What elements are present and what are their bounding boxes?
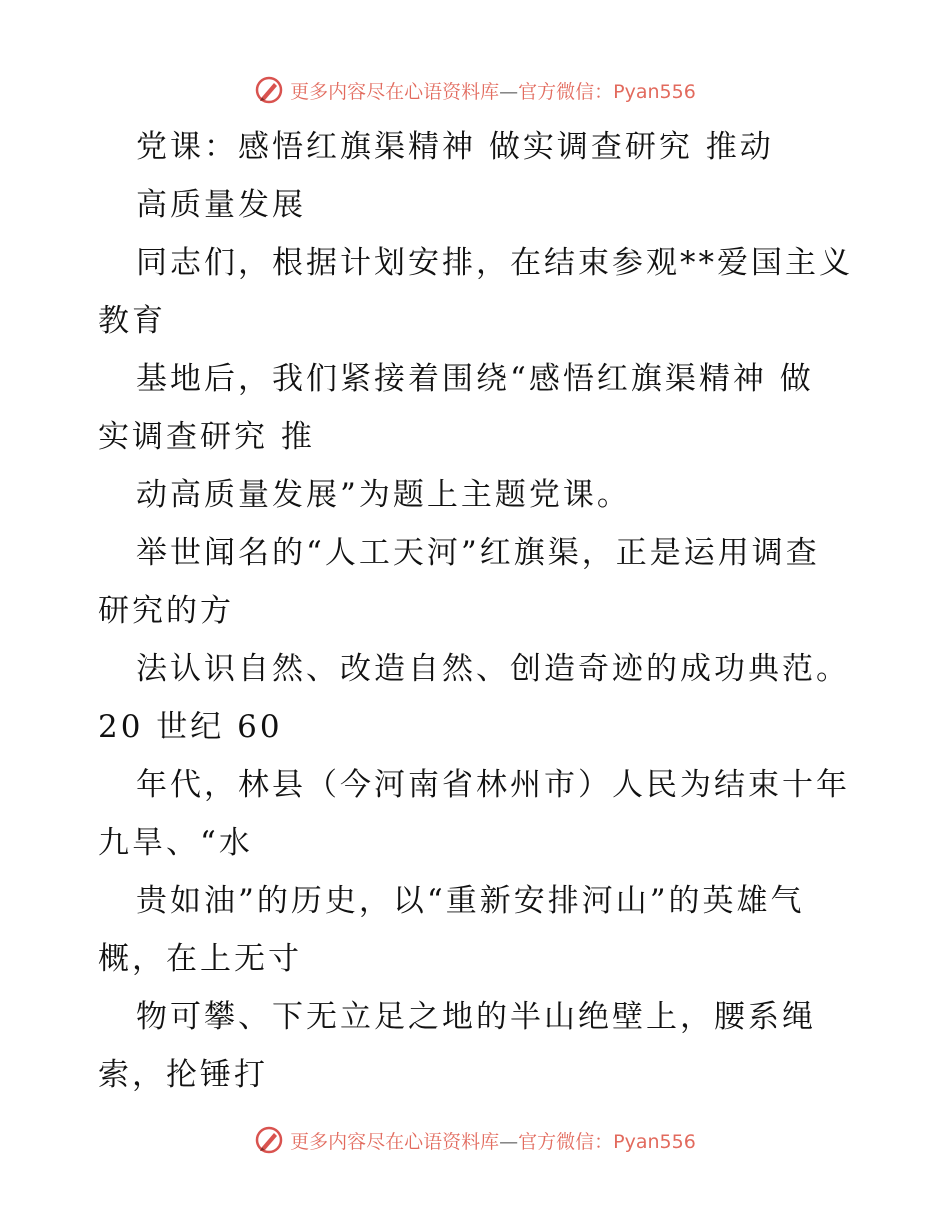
doc-line: 索，抡锤打 — [98, 1057, 268, 1093]
header-text — [290, 77, 696, 104]
doc-line: 物可攀、下无立足之地的半山绝壁上，腰系绳 — [136, 999, 816, 1035]
doc-line: 党课：感悟红旗渠精神 做实调查研究 推动 — [136, 129, 774, 165]
doc-line: 贵如油”的历史，以“重新安排河山”的英雄气 — [136, 883, 805, 919]
doc-line: 20 世纪 60 — [98, 709, 283, 745]
footer-text — [290, 1127, 696, 1154]
pen-logo-icon — [254, 1125, 284, 1155]
doc-line: 概，在上无寸 — [98, 941, 302, 977]
doc-line: 年代，林县（今河南省林州市）人民为结束十年 — [136, 767, 850, 803]
doc-line: 同志们，根据计划安排，在结束参观**爱国主义 — [136, 245, 853, 281]
document-body — [98, 118, 858, 1104]
header-prefix: 更多内容尽在心语资料库 — [290, 80, 500, 103]
header-separator: — — [499, 80, 519, 103]
doc-line: 动高质量发展”为题上主题党课。 — [136, 477, 631, 513]
doc-line: 实调查研究 推 — [98, 419, 315, 455]
footer-suffix: 官方微信：Pyan556 — [518, 1130, 696, 1153]
doc-line: 九旱、“水 — [98, 825, 253, 861]
doc-line: 高质量发展 — [136, 187, 306, 223]
header-watermark — [0, 70, 950, 110]
doc-line: 基地后，我们紧接着围绕“感悟红旗渠精神 做 — [136, 361, 814, 397]
doc-line: 教育 — [98, 303, 166, 339]
pen-logo-icon — [254, 75, 284, 105]
doc-line: 法认识自然、改造自然、创造奇迹的成功典范。 — [136, 651, 850, 687]
footer-watermark — [0, 1120, 950, 1160]
doc-line: 研究的方 — [98, 593, 234, 629]
header-suffix: 官方微信：Pyan556 — [518, 80, 696, 103]
footer-separator: — — [499, 1130, 519, 1153]
doc-line: 举世闻名的“人工天河”红旗渠，正是运用调查 — [136, 535, 820, 571]
footer-prefix: 更多内容尽在心语资料库 — [290, 1130, 500, 1153]
